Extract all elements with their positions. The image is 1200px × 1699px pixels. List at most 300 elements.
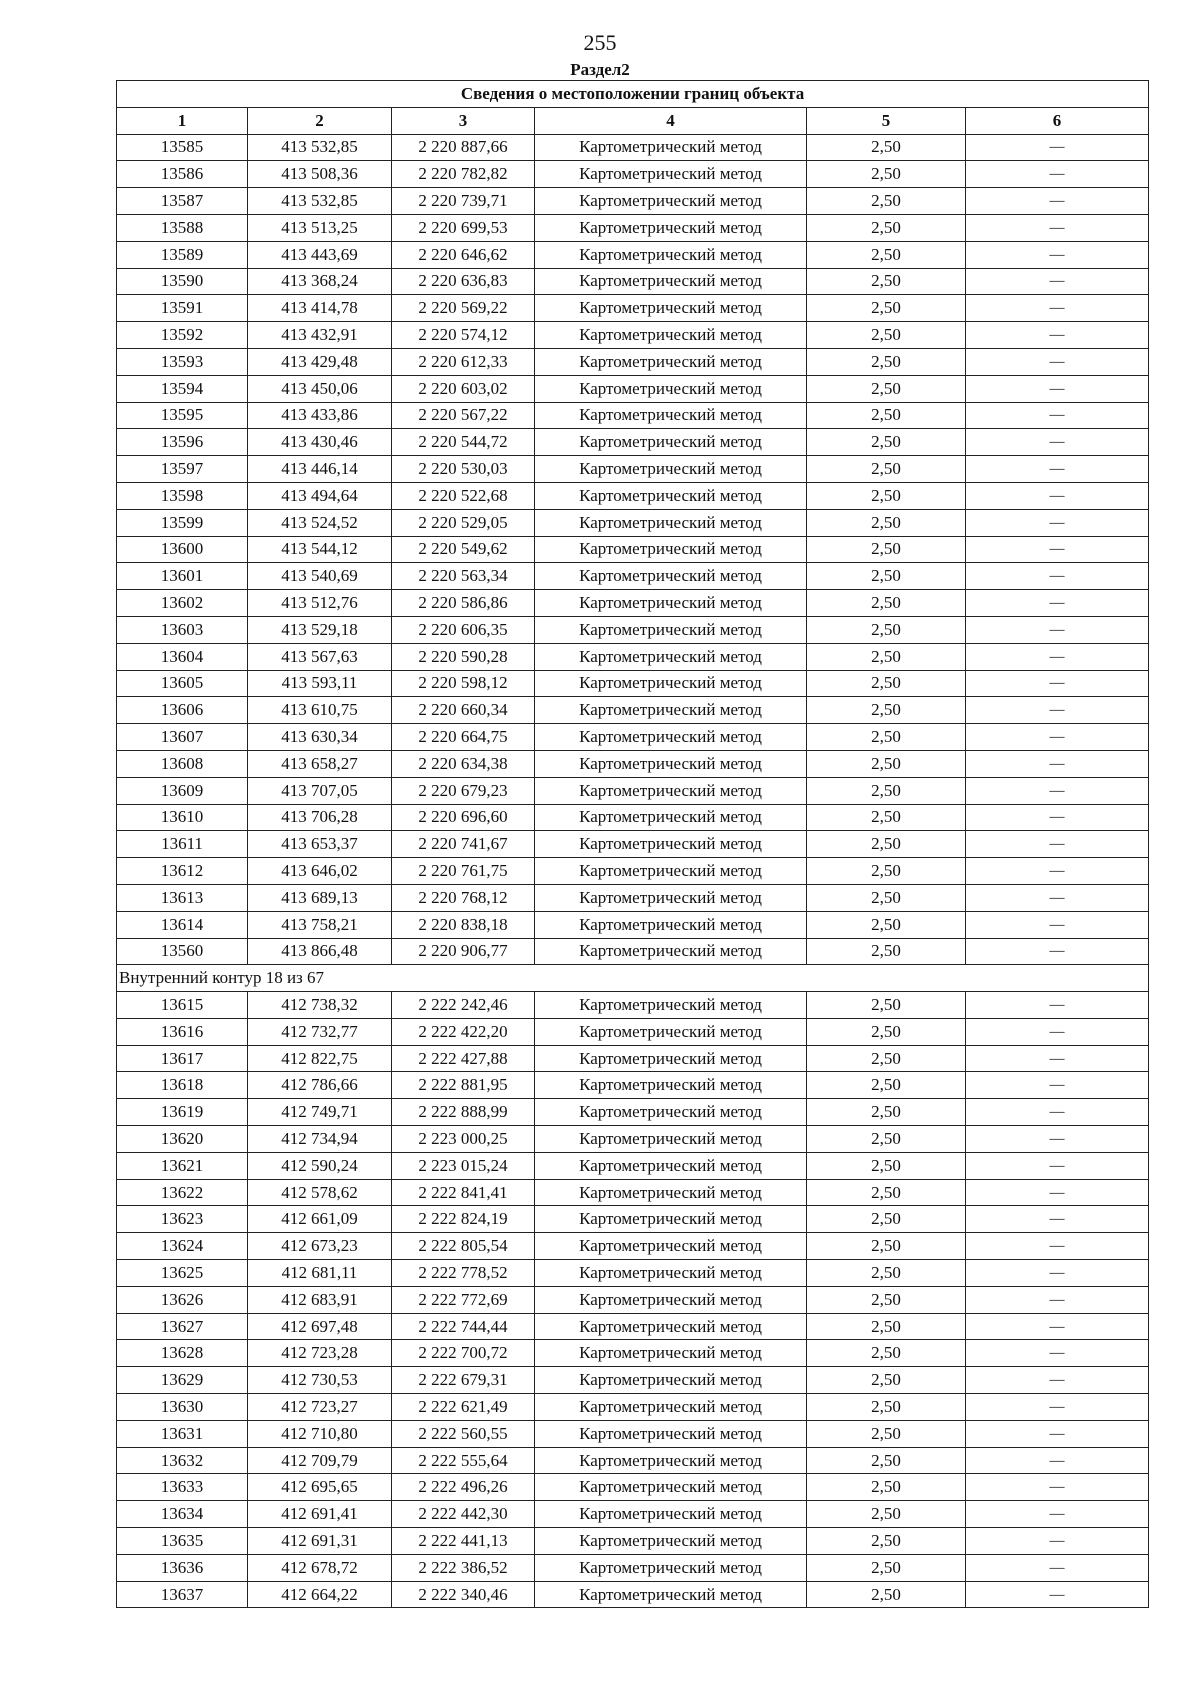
y-coordinate-cell: 2 222 744,44 xyxy=(392,1313,535,1340)
table-row xyxy=(117,1018,1149,1045)
table-row xyxy=(117,1581,1149,1608)
y-coordinate-cell: 2 223 000,25 xyxy=(392,1126,535,1153)
note-cell: — xyxy=(966,1233,1149,1260)
point-number-cell: 13597 xyxy=(117,456,248,483)
method-cell: Картометрический метод xyxy=(535,322,807,349)
point-number-cell: 13621 xyxy=(117,1152,248,1179)
point-number-cell: 13585 xyxy=(117,134,248,161)
table-row xyxy=(117,1528,1149,1555)
table-row xyxy=(117,295,1149,322)
method-cell: Картометрический метод xyxy=(535,268,807,295)
method-cell: Картометрический метод xyxy=(535,429,807,456)
column-number-row xyxy=(117,107,1149,134)
accuracy-cell: 2,50 xyxy=(807,1420,966,1447)
table-row xyxy=(117,1179,1149,1206)
page-number: 255 xyxy=(583,30,617,55)
accuracy-cell: 2,50 xyxy=(807,1528,966,1555)
x-coordinate-cell: 412 697,48 xyxy=(248,1313,392,1340)
table-body xyxy=(117,134,1149,1608)
x-coordinate-cell: 413 446,14 xyxy=(248,456,392,483)
accuracy-cell: 2,50 xyxy=(807,1072,966,1099)
note-cell: — xyxy=(966,322,1149,349)
x-coordinate-cell: 412 664,22 xyxy=(248,1581,392,1608)
note-cell: — xyxy=(966,1447,1149,1474)
point-number-cell: 13588 xyxy=(117,214,248,241)
x-coordinate-cell: 413 529,18 xyxy=(248,616,392,643)
note-cell: — xyxy=(966,268,1149,295)
y-coordinate-cell: 2 222 881,95 xyxy=(392,1072,535,1099)
x-coordinate-cell: 412 578,62 xyxy=(248,1179,392,1206)
y-coordinate-cell: 2 220 574,12 xyxy=(392,322,535,349)
method-cell: Картометрический метод xyxy=(535,563,807,590)
x-coordinate-cell: 413 610,75 xyxy=(248,697,392,724)
point-number-cell: 13586 xyxy=(117,161,248,188)
note-cell: — xyxy=(966,188,1149,215)
method-cell: Картометрический метод xyxy=(535,616,807,643)
table-row xyxy=(117,1313,1149,1340)
accuracy-cell: 2,50 xyxy=(807,643,966,670)
y-coordinate-cell: 2 222 242,46 xyxy=(392,992,535,1019)
accuracy-cell: 2,50 xyxy=(807,1367,966,1394)
point-number-cell: 13626 xyxy=(117,1286,248,1313)
x-coordinate-cell: 412 683,91 xyxy=(248,1286,392,1313)
column-header: 5 xyxy=(807,107,966,134)
x-coordinate-cell: 412 681,11 xyxy=(248,1260,392,1287)
y-coordinate-cell: 2 220 838,18 xyxy=(392,911,535,938)
method-cell: Картометрический метод xyxy=(535,1367,807,1394)
table-row xyxy=(117,509,1149,536)
x-coordinate-cell: 413 508,36 xyxy=(248,161,392,188)
note-cell: — xyxy=(966,1394,1149,1421)
column-header: 3 xyxy=(392,107,535,134)
note-cell: — xyxy=(966,241,1149,268)
accuracy-cell: 2,50 xyxy=(807,831,966,858)
point-number-cell: 13560 xyxy=(117,938,248,965)
point-number-cell: 13602 xyxy=(117,590,248,617)
table-row xyxy=(117,777,1149,804)
x-coordinate-cell: 413 512,76 xyxy=(248,590,392,617)
y-coordinate-cell: 2 222 772,69 xyxy=(392,1286,535,1313)
note-cell: — xyxy=(966,1179,1149,1206)
accuracy-cell: 2,50 xyxy=(807,1554,966,1581)
y-coordinate-cell: 2 220 586,86 xyxy=(392,590,535,617)
accuracy-cell: 2,50 xyxy=(807,858,966,885)
x-coordinate-cell: 413 706,28 xyxy=(248,804,392,831)
y-coordinate-cell: 2 222 427,88 xyxy=(392,1045,535,1072)
y-coordinate-cell: 2 222 442,30 xyxy=(392,1501,535,1528)
accuracy-cell: 2,50 xyxy=(807,884,966,911)
x-coordinate-cell: 412 786,66 xyxy=(248,1072,392,1099)
method-cell: Картометрический метод xyxy=(535,482,807,509)
x-coordinate-cell: 412 678,72 xyxy=(248,1554,392,1581)
table-row xyxy=(117,643,1149,670)
method-cell: Картометрический метод xyxy=(535,241,807,268)
point-number-cell: 13609 xyxy=(117,777,248,804)
method-cell: Картометрический метод xyxy=(535,134,807,161)
method-cell: Картометрический метод xyxy=(535,188,807,215)
method-cell: Картометрический метод xyxy=(535,1286,807,1313)
point-number-cell: 13596 xyxy=(117,429,248,456)
accuracy-cell: 2,50 xyxy=(807,456,966,483)
point-number-cell: 13614 xyxy=(117,911,248,938)
table-row xyxy=(117,1394,1149,1421)
y-coordinate-cell: 2 222 441,13 xyxy=(392,1528,535,1555)
x-coordinate-cell: 413 758,21 xyxy=(248,911,392,938)
accuracy-cell: 2,50 xyxy=(807,402,966,429)
method-cell: Картометрический метод xyxy=(535,590,807,617)
method-cell: Картометрический метод xyxy=(535,1206,807,1233)
accuracy-cell: 2,50 xyxy=(807,188,966,215)
point-number-cell: 13617 xyxy=(117,1045,248,1072)
note-cell: — xyxy=(966,214,1149,241)
x-coordinate-cell: 413 430,46 xyxy=(248,429,392,456)
accuracy-cell: 2,50 xyxy=(807,1179,966,1206)
point-number-cell: 13633 xyxy=(117,1474,248,1501)
method-cell: Картометрический метод xyxy=(535,1554,807,1581)
y-coordinate-cell: 2 220 603,02 xyxy=(392,375,535,402)
contour-label: Внутренний контур 18 из 67 xyxy=(117,965,1149,992)
table-row xyxy=(117,1072,1149,1099)
note-cell: — xyxy=(966,1501,1149,1528)
y-coordinate-cell: 2 220 636,83 xyxy=(392,268,535,295)
table-row xyxy=(117,1447,1149,1474)
x-coordinate-cell: 412 691,41 xyxy=(248,1501,392,1528)
method-cell: Картометрический метод xyxy=(535,938,807,965)
accuracy-cell: 2,50 xyxy=(807,670,966,697)
accuracy-cell: 2,50 xyxy=(807,134,966,161)
method-cell: Картометрический метод xyxy=(535,777,807,804)
method-cell: Картометрический метод xyxy=(535,1501,807,1528)
point-number-cell: 13599 xyxy=(117,509,248,536)
x-coordinate-cell: 412 730,53 xyxy=(248,1367,392,1394)
note-cell: — xyxy=(966,1581,1149,1608)
method-cell: Картометрический метод xyxy=(535,1340,807,1367)
note-cell: — xyxy=(966,563,1149,590)
table-row xyxy=(117,322,1149,349)
y-coordinate-cell: 2 222 679,31 xyxy=(392,1367,535,1394)
note-cell: — xyxy=(966,402,1149,429)
y-coordinate-cell: 2 220 782,82 xyxy=(392,161,535,188)
table-row xyxy=(117,429,1149,456)
accuracy-cell: 2,50 xyxy=(807,1152,966,1179)
point-number-cell: 13610 xyxy=(117,804,248,831)
table-row xyxy=(117,482,1149,509)
y-coordinate-cell: 2 220 887,66 xyxy=(392,134,535,161)
table-row xyxy=(117,1233,1149,1260)
table-row xyxy=(117,348,1149,375)
point-number-cell: 13601 xyxy=(117,563,248,590)
table-row xyxy=(117,402,1149,429)
x-coordinate-cell: 412 590,24 xyxy=(248,1152,392,1179)
x-coordinate-cell: 413 524,52 xyxy=(248,509,392,536)
y-coordinate-cell: 2 220 569,22 xyxy=(392,295,535,322)
x-coordinate-cell: 412 723,28 xyxy=(248,1340,392,1367)
point-number-cell: 13589 xyxy=(117,241,248,268)
table-row xyxy=(117,375,1149,402)
point-number-cell: 13630 xyxy=(117,1394,248,1421)
accuracy-cell: 2,50 xyxy=(807,161,966,188)
point-number-cell: 13595 xyxy=(117,402,248,429)
point-number-cell: 13629 xyxy=(117,1367,248,1394)
y-coordinate-cell: 2 220 768,12 xyxy=(392,884,535,911)
y-coordinate-cell: 2 220 563,34 xyxy=(392,563,535,590)
y-coordinate-cell: 2 222 555,64 xyxy=(392,1447,535,1474)
table-row xyxy=(117,1260,1149,1287)
note-cell: — xyxy=(966,1474,1149,1501)
note-cell: — xyxy=(966,724,1149,751)
table-row xyxy=(117,1474,1149,1501)
table-row xyxy=(117,1099,1149,1126)
x-coordinate-cell: 413 443,69 xyxy=(248,241,392,268)
accuracy-cell: 2,50 xyxy=(807,1286,966,1313)
table-row xyxy=(117,590,1149,617)
point-number-cell: 13632 xyxy=(117,1447,248,1474)
method-cell: Картометрический метод xyxy=(535,509,807,536)
point-number-cell: 13622 xyxy=(117,1179,248,1206)
method-cell: Картометрический метод xyxy=(535,402,807,429)
accuracy-cell: 2,50 xyxy=(807,1394,966,1421)
point-number-cell: 13627 xyxy=(117,1313,248,1340)
point-number-cell: 13623 xyxy=(117,1206,248,1233)
method-cell: Картометрический метод xyxy=(535,992,807,1019)
method-cell: Картометрический метод xyxy=(535,858,807,885)
y-coordinate-cell: 2 220 522,68 xyxy=(392,482,535,509)
x-coordinate-cell: 413 532,85 xyxy=(248,134,392,161)
accuracy-cell: 2,50 xyxy=(807,992,966,1019)
note-cell: — xyxy=(966,161,1149,188)
x-coordinate-cell: 413 707,05 xyxy=(248,777,392,804)
x-coordinate-cell: 413 414,78 xyxy=(248,295,392,322)
point-number-cell: 13624 xyxy=(117,1233,248,1260)
accuracy-cell: 2,50 xyxy=(807,563,966,590)
y-coordinate-cell: 2 220 606,35 xyxy=(392,616,535,643)
method-cell: Картометрический метод xyxy=(535,911,807,938)
note-cell: — xyxy=(966,1045,1149,1072)
method-cell: Картометрический метод xyxy=(535,456,807,483)
note-cell: — xyxy=(966,1313,1149,1340)
y-coordinate-cell: 2 222 422,20 xyxy=(392,1018,535,1045)
point-number-cell: 13598 xyxy=(117,482,248,509)
accuracy-cell: 2,50 xyxy=(807,750,966,777)
note-cell: — xyxy=(966,482,1149,509)
column-header: 2 xyxy=(248,107,392,134)
y-coordinate-cell: 2 220 590,28 xyxy=(392,643,535,670)
table-row xyxy=(117,1286,1149,1313)
x-coordinate-cell: 413 368,24 xyxy=(248,268,392,295)
table-row xyxy=(117,697,1149,724)
y-coordinate-cell: 2 222 778,52 xyxy=(392,1260,535,1287)
method-cell: Картометрический метод xyxy=(535,536,807,563)
accuracy-cell: 2,50 xyxy=(807,1045,966,1072)
accuracy-cell: 2,50 xyxy=(807,724,966,751)
method-cell: Картометрический метод xyxy=(535,375,807,402)
x-coordinate-cell: 412 661,09 xyxy=(248,1206,392,1233)
method-cell: Картометрический метод xyxy=(535,697,807,724)
column-header: 4 xyxy=(535,107,807,134)
method-cell: Картометрический метод xyxy=(535,161,807,188)
accuracy-cell: 2,50 xyxy=(807,509,966,536)
accuracy-cell: 2,50 xyxy=(807,616,966,643)
note-cell: — xyxy=(966,1528,1149,1555)
x-coordinate-cell: 413 593,11 xyxy=(248,670,392,697)
accuracy-cell: 2,50 xyxy=(807,268,966,295)
note-cell: — xyxy=(966,1152,1149,1179)
y-coordinate-cell: 2 220 660,34 xyxy=(392,697,535,724)
note-cell: — xyxy=(966,456,1149,483)
table-row xyxy=(117,188,1149,215)
note-cell: — xyxy=(966,858,1149,885)
note-cell: — xyxy=(966,536,1149,563)
method-cell: Картометрический метод xyxy=(535,1528,807,1555)
note-cell: — xyxy=(966,992,1149,1019)
table-row xyxy=(117,1126,1149,1153)
method-cell: Картометрический метод xyxy=(535,1179,807,1206)
x-coordinate-cell: 412 822,75 xyxy=(248,1045,392,1072)
point-number-cell: 13611 xyxy=(117,831,248,858)
x-coordinate-cell: 413 494,64 xyxy=(248,482,392,509)
accuracy-cell: 2,50 xyxy=(807,697,966,724)
method-cell: Картометрический метод xyxy=(535,1394,807,1421)
point-number-cell: 13608 xyxy=(117,750,248,777)
point-number-cell: 13592 xyxy=(117,322,248,349)
method-cell: Картометрический метод xyxy=(535,831,807,858)
y-coordinate-cell: 2 222 888,99 xyxy=(392,1099,535,1126)
table-row xyxy=(117,992,1149,1019)
y-coordinate-cell: 2 220 739,71 xyxy=(392,188,535,215)
y-coordinate-cell: 2 222 386,52 xyxy=(392,1554,535,1581)
method-cell: Картометрический метод xyxy=(535,1260,807,1287)
y-coordinate-cell: 2 222 805,54 xyxy=(392,1233,535,1260)
table-row xyxy=(117,670,1149,697)
note-cell: — xyxy=(966,777,1149,804)
method-cell: Картометрический метод xyxy=(535,670,807,697)
accuracy-cell: 2,50 xyxy=(807,1447,966,1474)
point-number-cell: 13594 xyxy=(117,375,248,402)
x-coordinate-cell: 413 432,91 xyxy=(248,322,392,349)
y-coordinate-cell: 2 220 664,75 xyxy=(392,724,535,751)
y-coordinate-cell: 2 220 612,33 xyxy=(392,348,535,375)
caption-row xyxy=(117,81,1149,108)
point-number-cell: 13625 xyxy=(117,1260,248,1287)
point-number-cell: 13606 xyxy=(117,697,248,724)
table-row xyxy=(117,563,1149,590)
point-number-cell: 13634 xyxy=(117,1501,248,1528)
point-number-cell: 13613 xyxy=(117,884,248,911)
point-number-cell: 13628 xyxy=(117,1340,248,1367)
method-cell: Картометрический метод xyxy=(535,1474,807,1501)
y-coordinate-cell: 2 220 696,60 xyxy=(392,804,535,831)
table-row xyxy=(117,884,1149,911)
method-cell: Картометрический метод xyxy=(535,884,807,911)
x-coordinate-cell: 413 646,02 xyxy=(248,858,392,885)
note-cell: — xyxy=(966,1018,1149,1045)
method-cell: Картометрический метод xyxy=(535,1018,807,1045)
y-coordinate-cell: 2 220 530,03 xyxy=(392,456,535,483)
x-coordinate-cell: 413 658,27 xyxy=(248,750,392,777)
point-number-cell: 13600 xyxy=(117,536,248,563)
method-cell: Картометрический метод xyxy=(535,1152,807,1179)
point-number-cell: 13593 xyxy=(117,348,248,375)
accuracy-cell: 2,50 xyxy=(807,1340,966,1367)
note-cell: — xyxy=(966,348,1149,375)
x-coordinate-cell: 413 630,34 xyxy=(248,724,392,751)
point-number-cell: 13591 xyxy=(117,295,248,322)
accuracy-cell: 2,50 xyxy=(807,911,966,938)
y-coordinate-cell: 2 220 906,77 xyxy=(392,938,535,965)
table-row xyxy=(117,804,1149,831)
x-coordinate-cell: 413 544,12 xyxy=(248,536,392,563)
y-coordinate-cell: 2 220 598,12 xyxy=(392,670,535,697)
x-coordinate-cell: 412 749,71 xyxy=(248,1099,392,1126)
note-cell: — xyxy=(966,884,1149,911)
note-cell: — xyxy=(966,1340,1149,1367)
y-coordinate-cell: 2 222 824,19 xyxy=(392,1206,535,1233)
x-coordinate-cell: 413 532,85 xyxy=(248,188,392,215)
accuracy-cell: 2,50 xyxy=(807,1099,966,1126)
x-coordinate-cell: 413 567,63 xyxy=(248,643,392,670)
method-cell: Картометрический метод xyxy=(535,1126,807,1153)
point-number-cell: 13603 xyxy=(117,616,248,643)
table-row xyxy=(117,938,1149,965)
x-coordinate-cell: 413 450,06 xyxy=(248,375,392,402)
accuracy-cell: 2,50 xyxy=(807,938,966,965)
table-row xyxy=(117,1340,1149,1367)
method-cell: Картометрический метод xyxy=(535,724,807,751)
x-coordinate-cell: 413 866,48 xyxy=(248,938,392,965)
point-number-cell: 13618 xyxy=(117,1072,248,1099)
note-cell: — xyxy=(966,375,1149,402)
method-cell: Картометрический метод xyxy=(535,804,807,831)
method-cell: Картометрический метод xyxy=(535,1581,807,1608)
point-number-cell: 13637 xyxy=(117,1581,248,1608)
y-coordinate-cell: 2 220 761,75 xyxy=(392,858,535,885)
table-row xyxy=(117,161,1149,188)
point-number-cell: 13616 xyxy=(117,1018,248,1045)
table-row xyxy=(117,241,1149,268)
x-coordinate-cell: 413 689,13 xyxy=(248,884,392,911)
x-coordinate-cell: 412 709,79 xyxy=(248,1447,392,1474)
column-header: 1 xyxy=(117,107,248,134)
x-coordinate-cell: 412 738,32 xyxy=(248,992,392,1019)
accuracy-cell: 2,50 xyxy=(807,1206,966,1233)
note-cell: — xyxy=(966,1099,1149,1126)
x-coordinate-cell: 413 513,25 xyxy=(248,214,392,241)
y-coordinate-cell: 2 222 560,55 xyxy=(392,1420,535,1447)
table-row xyxy=(117,1554,1149,1581)
table-row xyxy=(117,268,1149,295)
method-cell: Картометрический метод xyxy=(535,348,807,375)
point-number-cell: 13612 xyxy=(117,858,248,885)
method-cell: Картометрический метод xyxy=(535,643,807,670)
y-coordinate-cell: 2 220 549,62 xyxy=(392,536,535,563)
y-coordinate-cell: 2 222 700,72 xyxy=(392,1340,535,1367)
contour-row xyxy=(117,965,1149,992)
table-row xyxy=(117,831,1149,858)
x-coordinate-cell: 412 734,94 xyxy=(248,1126,392,1153)
note-cell: — xyxy=(966,295,1149,322)
accuracy-cell: 2,50 xyxy=(807,1260,966,1287)
accuracy-cell: 2,50 xyxy=(807,295,966,322)
note-cell: — xyxy=(966,911,1149,938)
point-number-cell: 13615 xyxy=(117,992,248,1019)
y-coordinate-cell: 2 220 544,72 xyxy=(392,429,535,456)
x-coordinate-cell: 412 691,31 xyxy=(248,1528,392,1555)
method-cell: Картометрический метод xyxy=(535,1447,807,1474)
accuracy-cell: 2,50 xyxy=(807,777,966,804)
y-coordinate-cell: 2 222 496,26 xyxy=(392,1474,535,1501)
note-cell: — xyxy=(966,670,1149,697)
accuracy-cell: 2,50 xyxy=(807,1474,966,1501)
